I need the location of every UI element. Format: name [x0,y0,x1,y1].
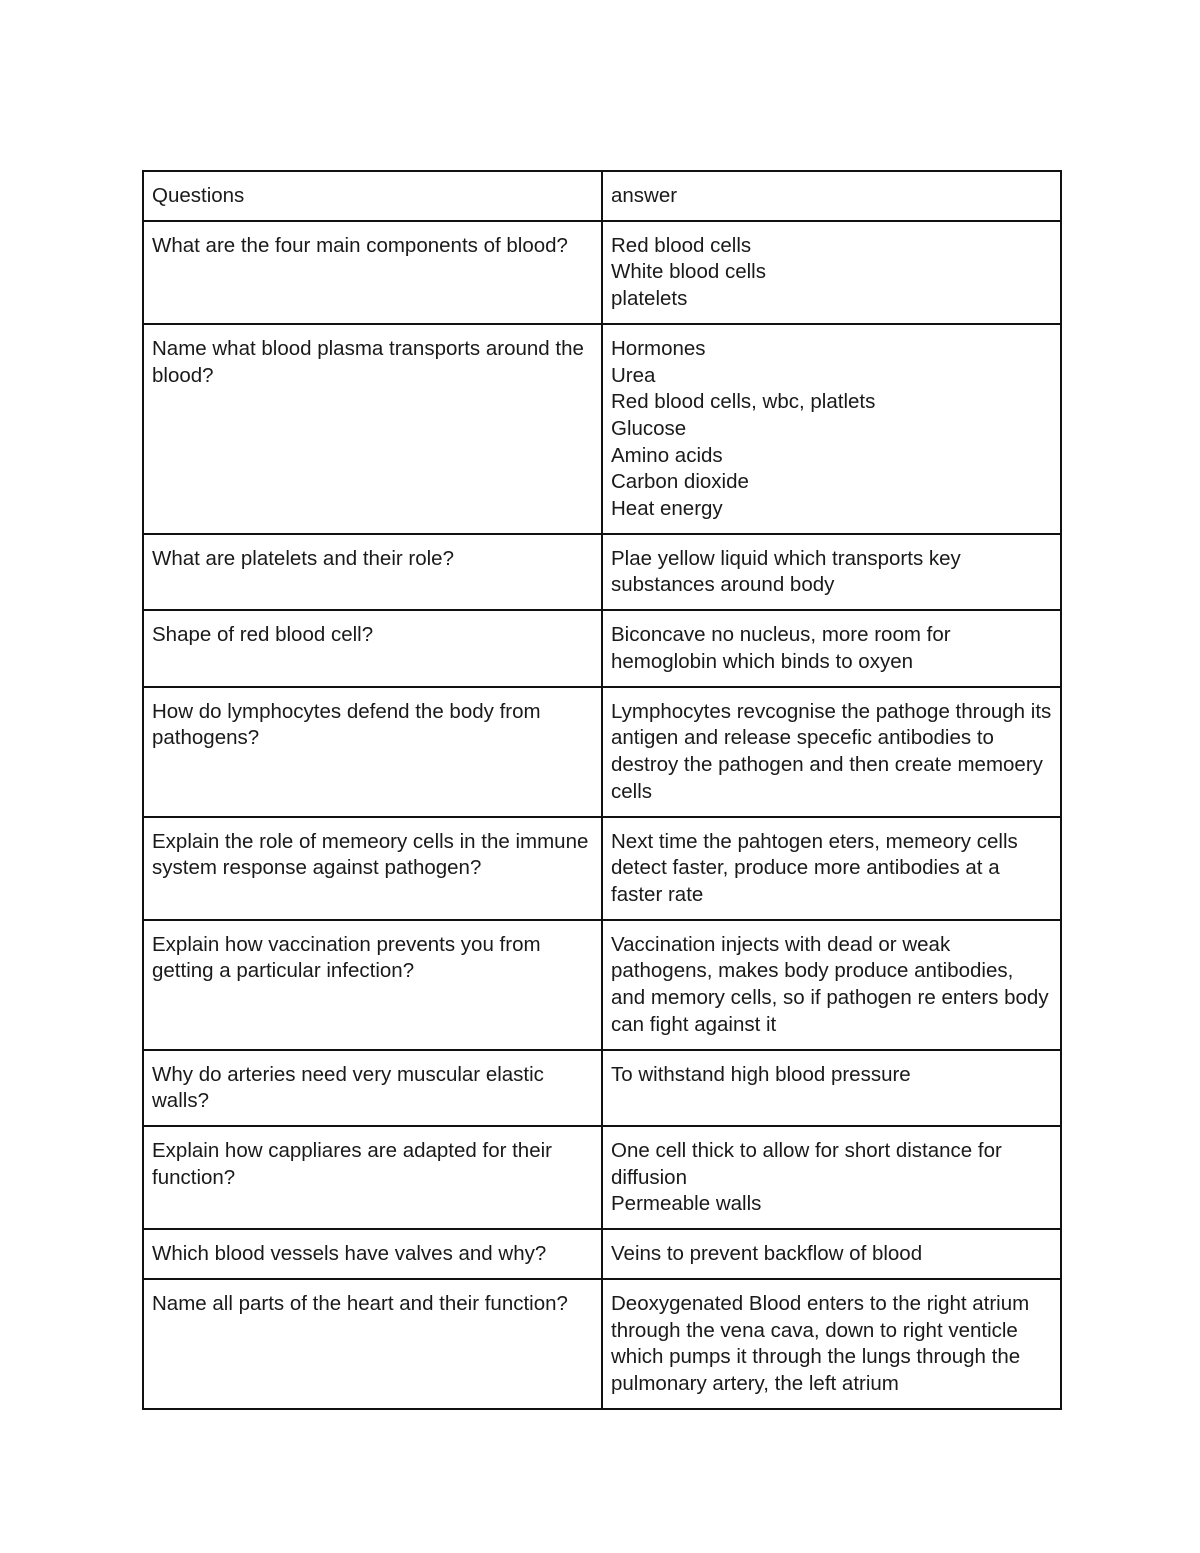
header-answer: answer [602,171,1061,221]
answer-cell: Next time the pahtogen eters, memeory cells detect faster, produce more antibodies at a faster rate [602,817,1061,920]
answer-cell: Veins to prevent backflow of blood [602,1229,1061,1279]
question-cell: Shape of red blood cell? [143,610,602,686]
answer-cell: Deoxygenated Blood enters to the right atrium through the vena cava, down to right venticle which pumps it through the lungs through the pulmonary artery, the left atrium [602,1279,1061,1409]
answer-cell: Hormones Urea Red blood cells, wbc, platlets Glucose Amino acids Carbon dioxide Heat energy [602,324,1061,534]
question-cell: How do lymphocytes defend the body from pathogens? [143,687,602,817]
table-row [143,221,1061,324]
question-cell: Explain the role of memeory cells in the immune system response against pathogen? [143,817,602,920]
table-row [143,687,1061,817]
answer-cell: Lymphocytes revcognise the pathoge through its antigen and release specefic antibodies to destroy the pathogen and then create memoery cells [602,687,1061,817]
table-row [143,1279,1061,1409]
answer-cell: Biconcave no nucleus, more room for hemoglobin which binds to oxyen [602,610,1061,686]
answer-cell: One cell thick to allow for short distance for diffusion Permeable walls [602,1126,1061,1229]
table-row [143,534,1061,610]
table-row [143,1229,1061,1279]
question-cell: Why do arteries need very muscular elastic walls? [143,1050,602,1126]
answer-cell: To withstand high blood pressure [602,1050,1061,1126]
question-cell: Explain how vaccination prevents you from getting a particular infection? [143,920,602,1050]
answer-cell: Vaccination injects with dead or weak pathogens, makes body produce antibodies, and memory cells, so if pathogen re enters body can fight against it [602,920,1061,1050]
qa-table [142,170,1062,1410]
header-questions: Questions [143,171,602,221]
question-cell: Name what blood plasma transports around the blood? [143,324,602,534]
question-cell: What are platelets and their role? [143,534,602,610]
table-row [143,1050,1061,1126]
question-cell: Explain how cappliares are adapted for their function? [143,1126,602,1229]
question-cell: Name all parts of the heart and their function? [143,1279,602,1409]
table-row [143,1126,1061,1229]
table-header-row [143,171,1061,221]
answer-cell: Red blood cells White blood cells platelets [602,221,1061,324]
table-row [143,817,1061,920]
table-row [143,610,1061,686]
question-cell: What are the four main components of blood? [143,221,602,324]
answer-cell: Plae yellow liquid which transports key substances around body [602,534,1061,610]
table-row [143,920,1061,1050]
question-cell: Which blood vessels have valves and why? [143,1229,602,1279]
table-row [143,324,1061,534]
